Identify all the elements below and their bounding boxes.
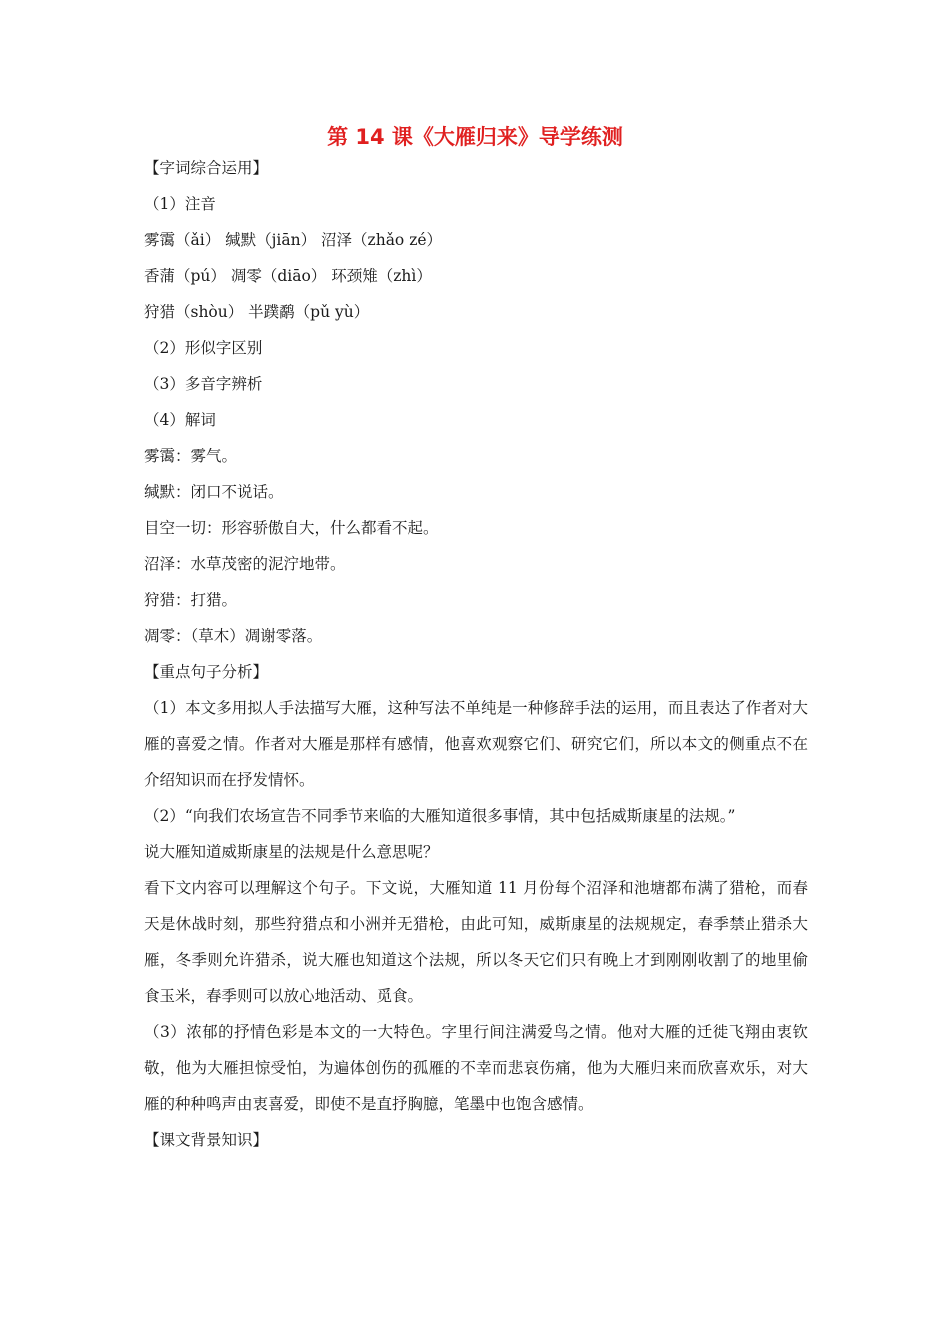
item-heading-pronunciation: （1）注音	[144, 195, 216, 213]
analysis-paragraph-2-quote: （2）“向我们农场宣告不同季节来临的大雁知道很多事情，其中包括威斯康星的法规。”	[144, 807, 736, 825]
item-heading-similar-characters: （2）形似字区别	[144, 339, 263, 357]
analysis-paragraph-1: （1）本文多用拟人手法描写大雁，这种写法不单纯是一种修辞手法的运用，而且表达了作者对大雁的喜爱之情。作者对大雁是那样有感情，他喜欢观察它们、研究它们，所以本文的侧重点不在介绍知识而在抒发情怀。	[144, 699, 808, 789]
document-title: 第 14 课《大雁归来》导学练测	[327, 125, 623, 149]
pinyin-line-1: 雾霭（ǎi） 缄默（jiān） 沼泽（zhǎo zé）	[144, 231, 443, 249]
item-heading-word-definitions: （4）解词	[144, 411, 216, 429]
section-heading-vocabulary: 【字词综合运用】	[144, 159, 269, 177]
section-heading-background: 【课文背景知识】	[144, 1131, 269, 1149]
document-body	[144, 150, 808, 1158]
section-heading-key-sentences: 【重点句子分析】	[144, 663, 269, 681]
definition-line: 狩猎：打猎。	[144, 591, 238, 609]
analysis-paragraph-2-question: 说大雁知道威斯康星的法规是什么意思呢？	[144, 843, 439, 861]
definition-line: 沼泽：水草茂密的泥泞地带。	[144, 555, 346, 573]
item-heading-polyphonic-characters: （3）多音字辨析	[144, 375, 263, 393]
analysis-paragraph-2-answer: 看下文内容可以理解这个句子。下文说，大雁知道 11 月份每个沼泽和池塘都布满了猎枪，而春天是休战时刻，那些狩猎点和小洲并无猎枪，由此可知，威斯康星的法规规定，春季禁止猎杀大雁，冬季则允许猎杀，说大雁也知道这个法规，所以冬天它们只有晚上才到刚刚收割了的地里偷食玉米，春季则可以放心地活动、觅食。	[144, 879, 808, 1005]
definition-line: 目空一切：形容骄傲自大，什么都看不起。	[144, 519, 439, 537]
definition-line: 凋零：（草木）凋谢零落。	[144, 627, 323, 645]
definition-line: 缄默：闭口不说话。	[144, 483, 284, 501]
pinyin-line-3: 狩猎（shòu） 半蹼鹬（pǔ yù）	[144, 303, 370, 321]
analysis-paragraph-3: （3）浓郁的抒情色彩是本文的一大特色。字里行间注满爱鸟之情。他对大雁的迁徙飞翔由衷钦敬，他为大雁担惊受怕，为遍体创伤的孤雁的不幸而悲哀伤痛，他为大雁归来而欣喜欢乐，对大雁的种种鸣声由衷喜爱，即使不是直抒胸臆，笔墨中也饱含感情。	[144, 1023, 808, 1113]
pinyin-line-2: 香蒲（pú） 凋零（diāo） 环颈雉（zhì）	[144, 267, 432, 285]
definition-line: 雾霭：雾气。	[144, 447, 238, 465]
